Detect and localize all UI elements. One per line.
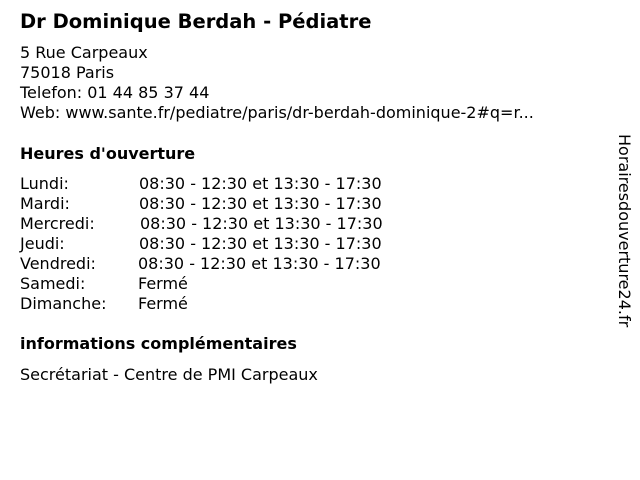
address-city: 75018 Paris — [20, 63, 115, 82]
opening-hours-heading: Heures d'ouverture — [20, 144, 196, 163]
hours-value: 08:30 - 12:30 et 13:30 - 17:30 — [139, 194, 382, 213]
website-link[interactable]: Web: www.sante.fr/pediatre/paris/dr-berdah-dominique-2#q=r... — [20, 103, 534, 122]
day-label: Mardi: — [20, 194, 70, 213]
site-brand-watermark: Horairesdouverture24.fr — [615, 134, 634, 328]
day-label: Dimanche: — [20, 294, 107, 313]
day-label: Mercredi: — [20, 214, 95, 233]
hours-value: 08:30 - 12:30 et 13:30 - 17:30 — [139, 234, 382, 253]
hours-value: 08:30 - 12:30 et 13:30 - 17:30 — [139, 174, 382, 193]
day-label: Jeudi: — [20, 234, 65, 253]
day-label: Samedi: — [20, 274, 86, 293]
hours-value: 08:30 - 12:30 et 13:30 - 17:30 — [138, 254, 381, 273]
day-label: Lundi: — [20, 174, 69, 193]
phone-number[interactable]: Telefon: 01 44 85 37 44 — [20, 83, 210, 102]
hours-value: Fermé — [138, 274, 188, 293]
practitioner-title: Dr Dominique Berdah - Pédiatre — [20, 10, 372, 33]
additional-info-heading: informations complémentaires — [20, 334, 297, 353]
address-street: 5 Rue Carpeaux — [20, 43, 148, 62]
hours-value: 08:30 - 12:30 et 13:30 - 17:30 — [140, 214, 383, 233]
additional-info-text: Secrétariat - Centre de PMI Carpeaux — [20, 365, 318, 384]
hours-value: Fermé — [138, 294, 188, 313]
day-label: Vendredi: — [20, 254, 96, 273]
